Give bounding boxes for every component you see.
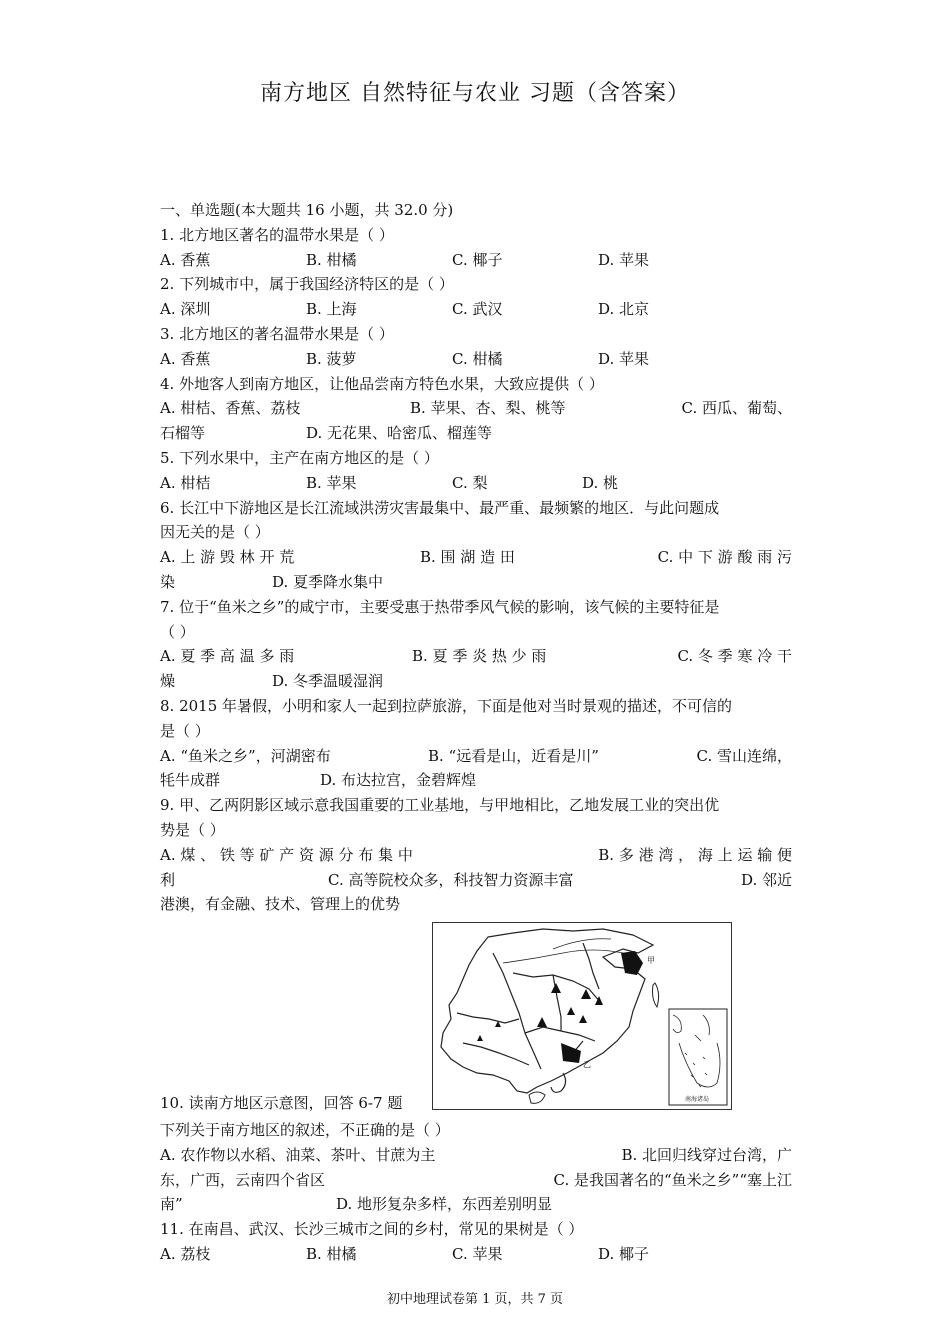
option-c-cont: 牦牛成群 (160, 771, 221, 790)
section-heading: 一、单选题(本大题共 16 小题，共 32.0 分) (160, 201, 454, 219)
page-title: 南方地区 自然特征与农业 习题（含答案） (260, 81, 690, 106)
option-c: C. 西瓜、葡萄、 (681, 399, 792, 418)
option-b: B. “远看是山，近看是川” (428, 746, 599, 765)
question-list-cont (160, 1118, 792, 1267)
option-b-cont: 东，广西，云南四个省区 (160, 1170, 326, 1189)
option-d: D. 无花果、哈密瓜、榴莲等 (306, 424, 493, 443)
question-stem-cont: 势是（ ） (160, 820, 225, 839)
option-b: B. 柑橘 (306, 250, 357, 269)
option-c: C. 椰子 (452, 250, 503, 269)
question-stem: 8. 2015 年暑假，小明和家人一起到拉萨旅游，下面是他对当时景观的描述，不可信的 (160, 696, 733, 715)
question-7 (160, 595, 792, 694)
question-3 (160, 322, 792, 372)
question-substem: 下列关于南方地区的叙述，不正确的是（ ） (160, 1121, 450, 1139)
question-stem: 5. 下列水果中，主产在南方地区的是（ ） (160, 448, 439, 467)
question-stem-cont: 因无关的是（ ） (160, 523, 270, 542)
question-2 (160, 272, 792, 322)
question-stem: 4. 外地客人到南方地区，让他品尝南方特色水果，大致应提供（ ） (160, 374, 604, 393)
option-a: A. 煤 、 铁 等 矿 产 资 源 分 布 集 中 (160, 845, 413, 864)
option-a: A. 荔枝 (160, 1244, 211, 1263)
option-b: B. 菠萝 (306, 349, 357, 368)
question-8 (160, 694, 792, 793)
question-stem: 6. 长江中下游地区是长江流域洪涝灾害最集中、最严重、最频繁的地区．与此问题成 (160, 498, 720, 517)
question-11 (160, 1217, 792, 1267)
option-c: C. 高等院校众多，科技智力资源丰富 (328, 870, 574, 889)
option-c: C. 梨 (452, 473, 488, 492)
option-b: B. 上海 (306, 300, 357, 319)
option-d: D. 椰子 (598, 1244, 650, 1263)
page-footer: 初中地理试卷第 1 页，共 7 页 (386, 1292, 564, 1307)
question-stem-cont: （ ） (160, 622, 195, 641)
option-c-cont: 燥 (160, 672, 176, 691)
option-c-cont: 石榴等 (160, 424, 206, 443)
option-c: C. 中 下 游 酸 雨 污 (657, 548, 792, 567)
question-stem: 2. 下列城市中，属于我国经济特区的是（ ） (160, 275, 454, 294)
option-d: D. 地形复杂多样，东西差别明显 (336, 1195, 553, 1214)
option-a: A. 柑桔、香蕉、荔枝 (160, 399, 301, 418)
option-b: B. 多 港 湾 ， 海 上 运 输 便 (598, 845, 792, 864)
option-a: A. 香蕉 (160, 349, 211, 368)
option-d: D. 冬季温暖湿润 (272, 672, 384, 691)
question-6 (160, 496, 792, 595)
question-stem: 9. 甲、乙两阴影区域示意我国重要的工业基地，与甲地相比，乙地发展工业的突出优 (160, 796, 720, 815)
question-9 (160, 793, 792, 917)
question-stem: 3. 北方地区的著名温带水果是（ ） (160, 324, 394, 343)
question-10-stem: 10. 读南方地区示意图，回答 6-7 题 (160, 1094, 403, 1112)
option-b: B. 北回归线穿过台湾，广 (621, 1145, 792, 1164)
south-china-map (432, 922, 732, 1110)
option-c: C. 冬 季 寒 冷 干 (677, 647, 792, 666)
option-c: C. 武汉 (452, 300, 503, 319)
option-d: D. 苹果 (598, 349, 650, 368)
option-c-cont: 南” (160, 1195, 183, 1214)
option-a: A. 柑桔 (160, 473, 211, 492)
option-d-cont: 港澳，有金融、技术、管理上的优势 (160, 895, 401, 914)
option-a: A. 深圳 (160, 300, 211, 319)
option-b: B. 苹果 (306, 473, 357, 492)
option-a: A. 上 游 毁 林 开 荒 (160, 548, 295, 567)
option-c: C. 雪山连绵， (696, 746, 792, 765)
label-yi: 乙 (583, 1060, 591, 1069)
option-b: B. 夏 季 炎 热 少 雨 (412, 647, 547, 666)
question-stem: 1. 北方地区著名的温带水果是（ ） (160, 225, 394, 244)
option-b: B. 围 湖 造 田 (420, 548, 515, 567)
question-10 (160, 1118, 792, 1217)
question-stem: 7. 位于“鱼米之乡”的咸宁市，主要受惠于热带季风气候的影响，该气候的主要特征是 (160, 597, 720, 616)
option-c: C. 苹果 (452, 1244, 503, 1263)
question-5 (160, 446, 792, 496)
label-jia: 甲 (647, 956, 655, 965)
option-b: B. 柑橘 (306, 1244, 357, 1263)
option-b: B. 苹果、杏、梨、桃等 (410, 399, 566, 418)
option-a: A. 农作物以水稻、油菜、茶叶、甘蔗为主 (160, 1145, 436, 1164)
inset-label: 南海诸岛 (685, 1096, 710, 1103)
option-a: A. 夏 季 高 温 多 雨 (160, 647, 295, 666)
question-1 (160, 223, 792, 273)
question-4 (160, 372, 792, 446)
option-c-cont: 染 (160, 572, 176, 591)
option-a: A. 香蕉 (160, 250, 211, 269)
option-c: C. 是我国著名的“鱼米之乡”“塞上江 (553, 1170, 792, 1189)
question-list (160, 198, 792, 917)
option-d: D. 苹果 (598, 250, 650, 269)
question-stem-cont: 是（ ） (160, 721, 210, 740)
option-b-cont: 利 (160, 870, 176, 889)
option-d: D. 北京 (598, 300, 650, 319)
option-d: D. 夏季降水集中 (272, 572, 384, 591)
option-d: D. 邻近 (740, 870, 792, 889)
option-c: C. 柑橘 (452, 349, 503, 368)
option-d: D. 布达拉宫，金碧辉煌 (320, 771, 477, 790)
option-a: A. “鱼米之乡”，河湖密布 (160, 746, 331, 765)
question-stem: 11. 在南昌、武汉、长沙三城市之间的乡村，常见的果树是（ ） (160, 1220, 584, 1239)
option-d: D. 桃 (582, 473, 619, 492)
